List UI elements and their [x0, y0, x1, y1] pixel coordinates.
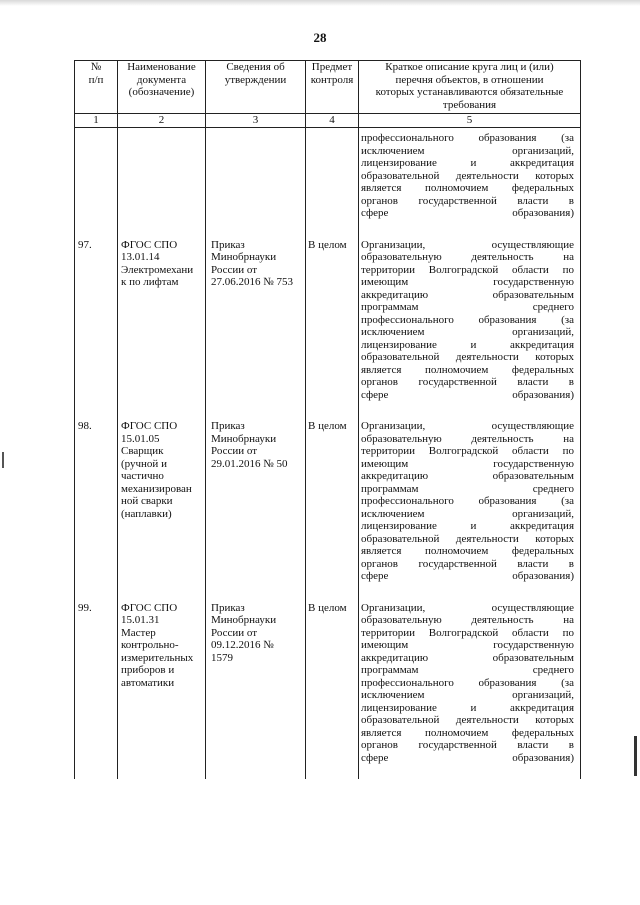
table-row: [75, 416, 581, 598]
text-line: территории Волгоградской области по: [361, 263, 574, 276]
text-line: программам среднего: [361, 301, 574, 313]
text-line: программам среднего: [361, 664, 574, 676]
column-number: 2: [118, 114, 206, 128]
column-number: 4: [306, 114, 359, 128]
text-line: лицензирование и аккредитация: [361, 338, 574, 351]
text-line: исключением организаций,: [361, 326, 574, 338]
text-line: органов государственной власти в: [361, 557, 574, 570]
text-line: 15.01.05: [121, 432, 160, 445]
row-description: [359, 598, 581, 780]
row-approval: [206, 598, 306, 780]
text-line: органов государственной власти в: [361, 739, 574, 751]
row-number: 99.: [75, 598, 118, 780]
text-line: органов государственной власти в: [361, 194, 574, 207]
text-line: (наплавки): [121, 507, 172, 520]
row-approval: [206, 416, 306, 598]
text-line: является полномочием федеральных: [361, 182, 574, 194]
row-document: [118, 598, 206, 780]
header-description: Краткое описание круга лиц и (или) перечня объектов, в отношении которых устанавливаются обязательные требования: [359, 61, 581, 114]
text-line: профессионального образования (за: [361, 313, 574, 326]
table-row: [75, 598, 581, 780]
scan-margin-mark-left: [2, 452, 4, 468]
row-description: [359, 235, 581, 417]
row-number: 97.: [75, 235, 118, 417]
row-document: [118, 416, 206, 598]
text-line: России от: [211, 445, 258, 457]
text-line: образовательную деятельность на: [361, 251, 574, 263]
continuation-row: [75, 128, 581, 235]
text-line: Минобрнауки: [211, 251, 277, 263]
text-line: Минобрнауки: [211, 614, 277, 626]
text-line: сфере образования): [361, 751, 574, 764]
text-line: имеющим государственную: [361, 457, 574, 470]
text-line: России от: [211, 626, 258, 639]
text-line: Сварщик: [121, 445, 164, 457]
header-number: № п/п: [75, 61, 118, 114]
text-line: профессионального образования (за: [361, 495, 574, 507]
text-line: механизирован: [121, 482, 192, 495]
row-approval: [206, 235, 306, 417]
text-line: образовательной деятельности которых: [361, 351, 574, 363]
text-line: ФГОС СПО: [121, 601, 178, 614]
text-line: Приказ: [211, 420, 245, 432]
text-line: лицензирование и аккредитация: [361, 520, 574, 532]
text-line: измерительных: [121, 651, 194, 664]
text-line: образовательную деятельность на: [361, 432, 574, 445]
text-line: Организации, осуществляющие: [361, 238, 574, 251]
text-line: сфере образования): [361, 570, 574, 582]
text-line: Организации, осуществляющие: [361, 420, 574, 432]
row-number: 98.: [75, 416, 118, 598]
text-line: лицензирование и аккредитация: [361, 157, 574, 169]
header-document-name: Наименование документа (обозначение): [118, 61, 206, 114]
text-line: автоматики: [121, 676, 175, 689]
text-line: сфере образования): [361, 388, 574, 401]
page-number: 28: [313, 30, 327, 45]
text-line: 27.06.2016 № 753: [211, 276, 293, 288]
table-row: [75, 235, 581, 417]
header-approval-info: Сведения об утверждении: [206, 61, 306, 114]
text-line: территории Волгоградской области по: [361, 445, 574, 457]
row-subject: В целом: [306, 598, 359, 780]
text-line: образовательной деятельности которых: [361, 169, 574, 182]
continuation-description: [359, 128, 581, 235]
requirements-table: [74, 60, 581, 779]
text-line: Мастер: [121, 626, 156, 639]
text-line: Приказ: [211, 601, 245, 614]
text-line: (ручной и: [121, 457, 167, 470]
text-line: контрольно-: [121, 639, 179, 651]
text-line: профессионального образования (за: [361, 676, 574, 689]
text-line: образовательной деятельности которых: [361, 714, 574, 726]
text-line: к по лифтам: [121, 276, 179, 288]
text-line: исключением организаций,: [361, 507, 574, 520]
text-line: 13.01.14: [121, 251, 160, 263]
text-line: является полномочием федеральных: [361, 363, 574, 376]
text-line: программам среднего: [361, 482, 574, 495]
text-line: сфере образования): [361, 207, 574, 219]
text-line: Приказ: [211, 238, 245, 251]
text-line: приборов и: [121, 664, 175, 676]
text-line: имеющим государственную: [361, 276, 574, 288]
column-number: 3: [206, 114, 306, 128]
text-line: территории Волгоградской области по: [361, 626, 574, 639]
text-line: аккредитацию образовательным: [361, 651, 574, 664]
table-header-row: [75, 61, 581, 114]
text-line: исключением организаций,: [361, 144, 574, 157]
text-line: имеющим государственную: [361, 639, 574, 651]
text-line: Организации, осуществляющие: [361, 601, 574, 614]
text-line: России от: [211, 263, 258, 276]
column-number: 1: [75, 114, 118, 128]
text-line: является полномочием федеральных: [361, 726, 574, 739]
scan-top-edge: [0, 0, 640, 6]
row-subject: В целом: [306, 416, 359, 598]
column-number: 5: [359, 114, 581, 128]
text-line: 1579: [211, 651, 233, 664]
row-description: [359, 416, 581, 598]
text-line: Минобрнауки: [211, 432, 277, 445]
text-line: аккредитацию образовательным: [361, 288, 574, 301]
text-line: профессионального образования (за: [361, 132, 574, 144]
text-line: 09.12.2016 №: [211, 639, 274, 651]
text-line: образовательной деятельности которых: [361, 532, 574, 545]
text-line: Электромехани: [121, 263, 194, 276]
text-line: является полномочием федеральных: [361, 545, 574, 557]
text-line: ной сварки: [121, 495, 173, 507]
text-line: образовательную деятельность на: [361, 614, 574, 626]
text-line: 29.01.2016 № 50: [211, 457, 288, 470]
scan-margin-mark-right: [634, 736, 637, 776]
text-line: аккредитацию образовательным: [361, 470, 574, 482]
text-line: лицензирование и аккредитация: [361, 701, 574, 714]
row-subject: В целом: [306, 235, 359, 417]
header-control-subject: Предмет контроля: [306, 61, 359, 114]
text-line: ФГОС СПО: [121, 238, 178, 251]
text-line: 15.01.31: [121, 614, 160, 626]
text-line: органов государственной власти в: [361, 376, 574, 388]
text-line: исключением организаций,: [361, 689, 574, 701]
row-document: [118, 235, 206, 417]
column-number-row: [75, 114, 581, 128]
text-line: ФГОС СПО: [121, 420, 178, 432]
text-line: частично: [121, 470, 164, 482]
